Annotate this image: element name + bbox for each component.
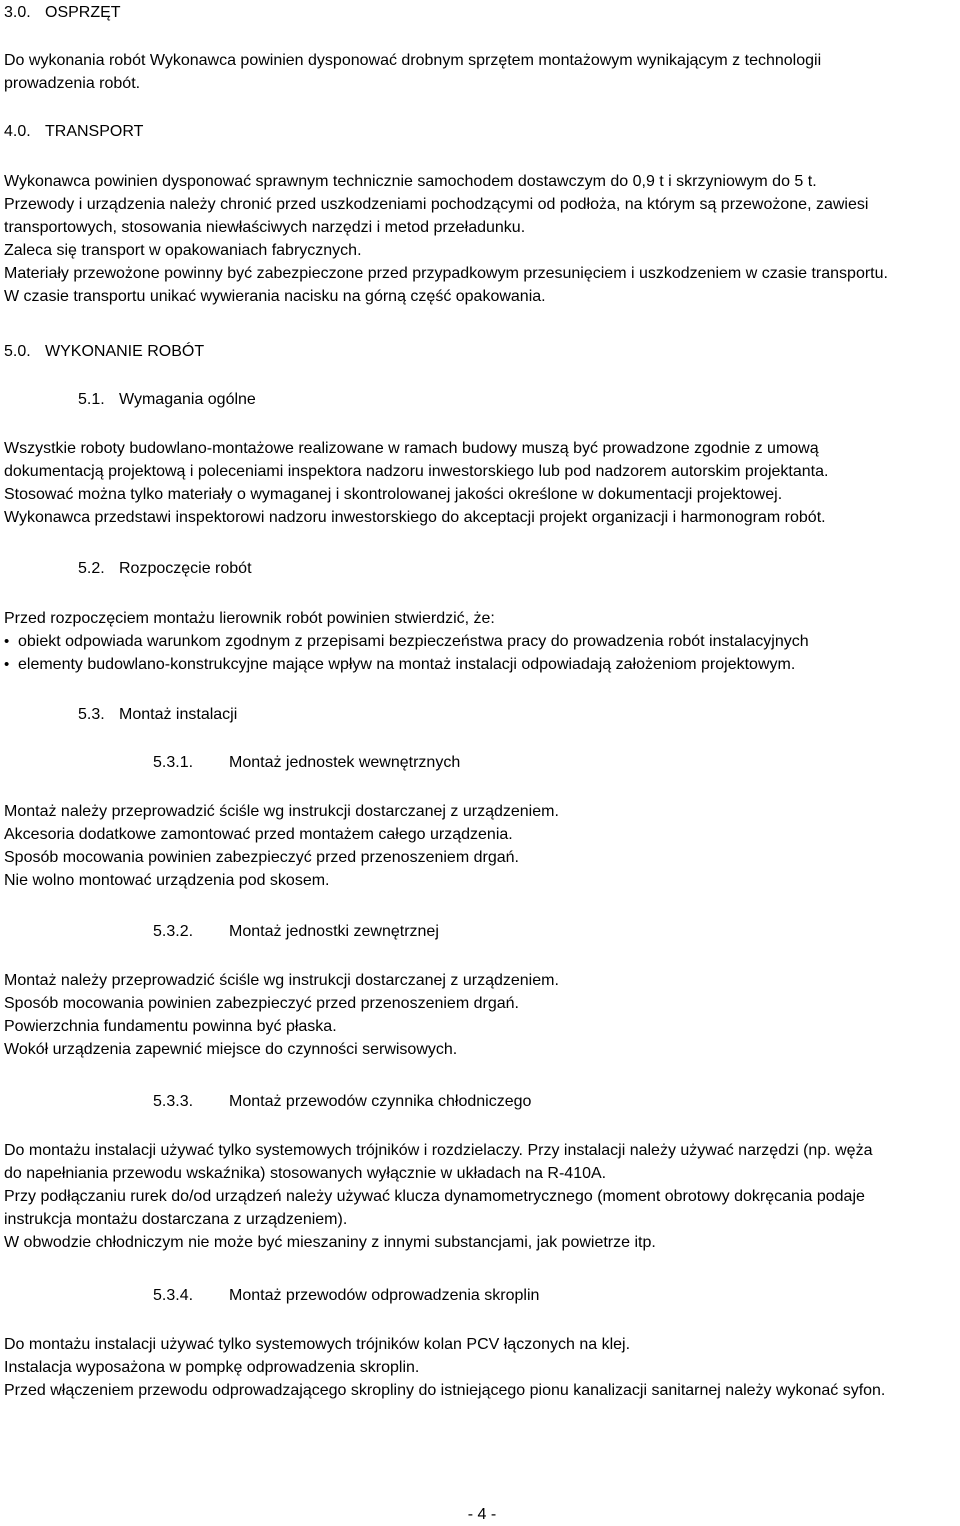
heading-section-5-3 (78, 703, 237, 726)
heading-title: Montaż przewodów odprowadzenia skroplin (229, 1287, 540, 1304)
text-line: Przed rozpoczęciem montażu lierownik robót powinien stwierdzić, że: (4, 610, 495, 627)
paragraph-general-requirements (4, 437, 956, 529)
text-line: Przy podłączaniu rurek do/od urządzeń należy używać klucza dynamometrycznego (moment obrotowy dokręcania podaje (4, 1188, 865, 1205)
text-line: Wszystkie roboty budowlano-montażowe realizowane w ramach budowy muszą być prowadzone zgodnie z umową (4, 440, 819, 457)
text-line: Stosować można tylko materiały o wymaganej i skontrolowanej jakości określone w dokumentacji projektowej. (4, 486, 783, 503)
text-line: Montaż należy przeprowadzić ściśle wg instrukcji dostarczanej z urządzeniem. (4, 972, 559, 989)
text-line: Wykonawca przedstawi inspektorowi nadzoru inwestorskiego do akceptacji projekt organizacji i harmonogram robót. (4, 509, 826, 526)
text-line: W czasie transportu unikać wywierania nacisku na górną część opakowania. (4, 288, 546, 305)
page-number: - 4 - (467, 1506, 497, 1523)
paragraph-indoor-units (4, 800, 956, 892)
heading-number: 5.3.4. (153, 1287, 194, 1304)
list-item-text: obiekt odpowiada warunkom zgodnym z przepisami bezpieczeństwa pracy do prowadzenia robót instalacyjnych (18, 633, 809, 650)
paragraph-refrigerant-pipes (4, 1139, 956, 1254)
heading-title: Montaż jednostek wewnętrznych (229, 754, 461, 771)
text-line: prowadzenia robót. (4, 75, 141, 92)
heading-number: 5.3.1. (153, 754, 194, 771)
heading-number: 5.3. (78, 706, 105, 723)
heading-number: 5.1. (78, 391, 105, 408)
text-line: dokumentacją projektową i poleceniami inspektora nadzoru inwestorskiego lub pod nadzorem autorskim projektanta. (4, 463, 829, 480)
paragraph-equipment (4, 49, 956, 95)
text-line: Do montażu instalacji używać tylko systemowych trójników kolan PCV łączonych na klej. (4, 1336, 631, 1353)
heading-section-3 (4, 1, 121, 24)
bullet-icon: • (4, 656, 10, 673)
paragraph-condensate-pipes (4, 1333, 956, 1402)
heading-section-5-3-3 (153, 1090, 531, 1113)
text-line: Zaleca się transport w opakowaniach fabrycznych. (4, 242, 362, 259)
text-line: instrukcja montażu dostarczana z urządzeniem). (4, 1211, 348, 1228)
text-line: transportowych, stosowania niewłaściwych narzędzi i metod przeładunku. (4, 219, 526, 236)
heading-section-4 (4, 120, 143, 143)
paragraph-transport (4, 170, 956, 308)
heading-title: Rozpoczęcie robót (119, 560, 252, 577)
text-line: Wykonawca powinien dysponować sprawnym technicznie samochodem dostawczym do 0,9 t i skrzyniowym do 5 t. (4, 173, 817, 190)
heading-title: OSPRZĘT (45, 4, 121, 21)
heading-number: 5.0. (4, 343, 31, 360)
heading-section-5-1 (78, 388, 256, 411)
heading-section-5-3-4 (153, 1284, 539, 1307)
heading-number: 5.3.3. (153, 1093, 194, 1110)
heading-title: Montaż jednostki zewnętrznej (229, 923, 439, 940)
heading-title: TRANSPORT (45, 123, 144, 140)
text-line: Materiały przewożone powinny być zabezpieczone przed przypadkowym przesunięciem i uszkodzeniem w czasie transportu. (4, 265, 888, 282)
list-item-text: elementy budowlano-konstrukcyjne mające wpływ na montaż instalacji odpowiadają założeniom projektowym. (18, 656, 796, 673)
text-line: Nie wolno montować urządzenia pod skosem. (4, 872, 330, 889)
text-line: Akcesoria dodatkowe zamontować przed montażem całego urządzenia. (4, 826, 513, 843)
heading-number: 5.2. (78, 560, 105, 577)
heading-title: Montaż przewodów czynnika chłodniczego (229, 1093, 532, 1110)
text-line: Wokół urządzenia zapewnić miejsce do czynności serwisowych. (4, 1041, 458, 1058)
text-line: Przewody i urządzenia należy chronić przed uszkodzeniami pochodzącymi od podłoża, na którym są przewożone, zawiesi (4, 196, 869, 213)
heading-number: 3.0. (4, 4, 31, 21)
paragraph-start-intro (4, 607, 956, 630)
heading-section-5-3-2 (153, 920, 439, 943)
heading-title: Wymagania ogólne (119, 391, 256, 408)
text-line: Powierzchnia fundamentu powinna być płaska. (4, 1018, 337, 1035)
bullet-icon: • (4, 633, 10, 650)
text-line: Instalacja wyposażona w pompkę odprowadzenia skroplin. (4, 1359, 420, 1376)
heading-section-5 (4, 340, 204, 363)
heading-number: 5.3.2. (153, 923, 194, 940)
text-line: Do montażu instalacji używać tylko systemowych trójników i rozdzielaczy. Przy instalacji należy używać narzędzi (np. węża (4, 1142, 873, 1159)
list-item (4, 653, 795, 676)
text-line: Przed włączeniem przewodu odprowadzającego skropliny do istniejącego pionu kanalizacji sanitarnej należy wykonać syfon. (4, 1382, 886, 1399)
heading-number: 4.0. (4, 123, 31, 140)
text-line: W obwodzie chłodniczym nie może być mieszaniny z innymi substancjami, jak powietrze itp. (4, 1234, 656, 1251)
paragraph-outdoor-unit (4, 969, 956, 1061)
text-line: Do wykonania robót Wykonawca powinien dysponować drobnym sprzętem montażowym wynikającym z technologii (4, 52, 822, 69)
text-line: Montaż należy przeprowadzić ściśle wg instrukcji dostarczanej z urządzeniem. (4, 803, 559, 820)
text-line: do napełniania przewodu wskaźnika) stosowanych wyłącznie w układach na R-410A. (4, 1165, 607, 1182)
heading-section-5-2 (78, 557, 252, 580)
text-line: Sposób mocowania powinien zabezpieczyć przed przenoszeniem drgań. (4, 849, 519, 866)
list-item (4, 630, 809, 653)
heading-title: WYKONANIE ROBÓT (45, 343, 205, 360)
heading-title: Montaż instalacji (119, 706, 238, 723)
text-line: Sposób mocowania powinien zabezpieczyć przed przenoszeniem drgań. (4, 995, 519, 1012)
heading-section-5-3-1 (153, 751, 460, 774)
